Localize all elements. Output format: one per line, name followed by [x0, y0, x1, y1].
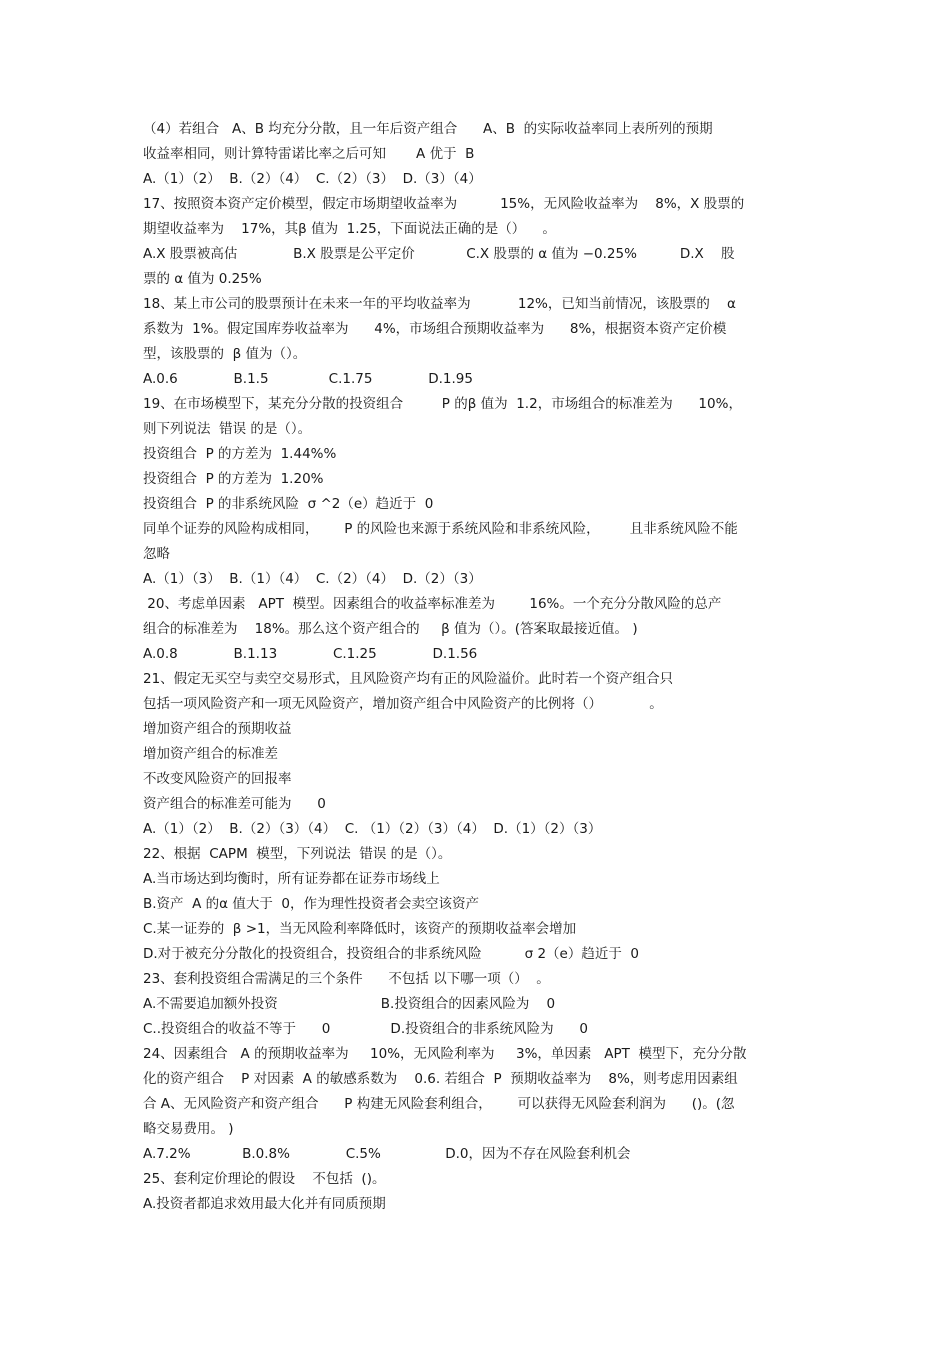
text-line: 投资组合 P 的方差为 1.20%: [143, 471, 324, 487]
text-line: D.对于被充分分散化的投资组合，投资组合的非系统风险 σ 2（e）趋近于 0: [143, 946, 640, 962]
text-line: B.资产 A 的α 值大于 0，作为理性投资者会卖空该资产: [143, 896, 480, 912]
text-line: 合 A、无风险资产和资产组合 P 构建无风险套利组合， 可以获得无风险套利润为 ()。(忽: [143, 1096, 735, 1112]
text-line: 收益率相同，则计算特雷诺比率之后可知 A 优于 B: [143, 146, 475, 162]
text-line: （4）若组合 A、B 均充分分散，且一年后资产组合 A、B 的实际收益率同上表所列的预期: [143, 121, 713, 137]
text-line: 型，该股票的 β 值为（）。: [143, 346, 307, 362]
text-line: 19、在市场模型下，某充分分散的投资组合 P 的β 值为 1.2，市场组合的标准差为 10%，: [143, 396, 742, 412]
text-line: 系数为 1%。假定国库券收益率为 4%，市场组合预期收益率为 8%，根据资本资产定价模: [143, 321, 727, 337]
text-line: 23、套利投资组合需满足的三个条件 不包括 以下哪一项（） 。: [143, 971, 550, 987]
text-line: 资产组合的标准差可能为 0: [143, 796, 326, 812]
text-line: A.0.6 B.1.5 C.1.75 D.1.95: [143, 371, 473, 387]
question-text: [143, 117, 808, 1217]
text-line: A.X 股票被高估 B.X 股票是公平定价 C.X 股票的 α 值为 −0.25% D.X 股: [143, 246, 735, 262]
text-line: 忽略: [143, 546, 170, 562]
text-line: 18、某上市公司的股票预计在未来一年的平均收益率为 12%，已知当前情况，该股票的 α: [143, 296, 736, 312]
text-line: 化的资产组合 P 对因素 A 的敏感系数为 0.6. 若组合 P 预期收益率为 8%，则考虑用因素组: [143, 1071, 738, 1087]
text-line: A.（1）（2） B.（2）（4） C.（2）（3） D.（3）（4）: [143, 171, 482, 187]
text-line: 投资组合 P 的方差为 1.44%%: [143, 446, 337, 462]
text-line: 期望收益率为 17%，其β 值为 1.25，下面说法正确的是（） 。: [143, 221, 556, 237]
text-line: 则下列说法 错误 的是（）。: [143, 421, 312, 437]
text-line: 20、考虑单因素 APT 模型。因素组合的收益率标准差为 16%。一个充分分散风险的总产: [143, 596, 722, 612]
text-line: 21、假定无买空与卖空交易形式，且风险资产均有正的风险溢价。此时若一个资产组合只: [143, 671, 674, 687]
text-line: 17、按照资本资产定价模型，假定市场期望收益率为 15%，无风险收益率为 8%，X 股票的: [143, 196, 745, 212]
text-line: A.投资者都追求效用最大化并有同质预期: [143, 1196, 386, 1212]
text-line: C.某一证券的 β >1，当无风险利率降低时，该资产的预期收益率会增加: [143, 921, 577, 937]
text-line: A.（1）（3） B.（1）（4） C.（2）（4） D.（2）（3）: [143, 571, 482, 587]
text-line: A.（1）（2） B.（2）（3）（4） C. （1）（2）（3）（4） D.（1）（2）（3）: [143, 821, 602, 837]
text-line: 24、因素组合 A 的预期收益率为 10%，无风险利率为 3%，单因素 APT 模型下，充分分散: [143, 1046, 747, 1062]
text-line: 22、根据 CAPM 模型，下列说法 错误 的是（）。: [143, 846, 452, 862]
text-line: C..投资组合的收益不等于 0 D.投资组合的非系统风险为 0: [143, 1021, 588, 1037]
text-line: 不改变风险资产的回报率: [143, 771, 292, 787]
text-line: 同单个证券的风险构成相同， P 的风险也来源于系统风险和非系统风险， 且非系统风险不能: [143, 521, 738, 537]
text-line: 25、套利定价理论的假设 不包括 ()。: [143, 1171, 386, 1187]
text-line: A.不需要追加额外投资 B.投资组合的因素风险为 0: [143, 996, 556, 1012]
text-line: 组合的标准差为 18%。那么这个资产组合的 β 值为（）。(答案取最接近值。 ): [143, 621, 638, 637]
text-line: 增加资产组合的标准差: [143, 746, 278, 762]
text-line: 包括一项风险资产和一项无风险资产，增加资产组合中风险资产的比例将（） 。: [143, 696, 663, 712]
text-line: A.7.2% B.0.8% C.5% D.0，因为不存在风险套利机会: [143, 1146, 631, 1162]
text-line: 增加资产组合的预期收益: [143, 721, 292, 737]
text-line: A.0.8 B.1.13 C.1.25 D.1.56: [143, 646, 478, 662]
text-line: A.当市场达到均衡时，所有证券都在证券市场线上: [143, 871, 440, 887]
text-line: 投资组合 P 的非系统风险 σ ^2（e）趋近于 0: [143, 496, 434, 512]
text-line: 略交易费用。 ): [143, 1121, 234, 1137]
text-line: 票的 α 值为 0.25%: [143, 271, 262, 287]
